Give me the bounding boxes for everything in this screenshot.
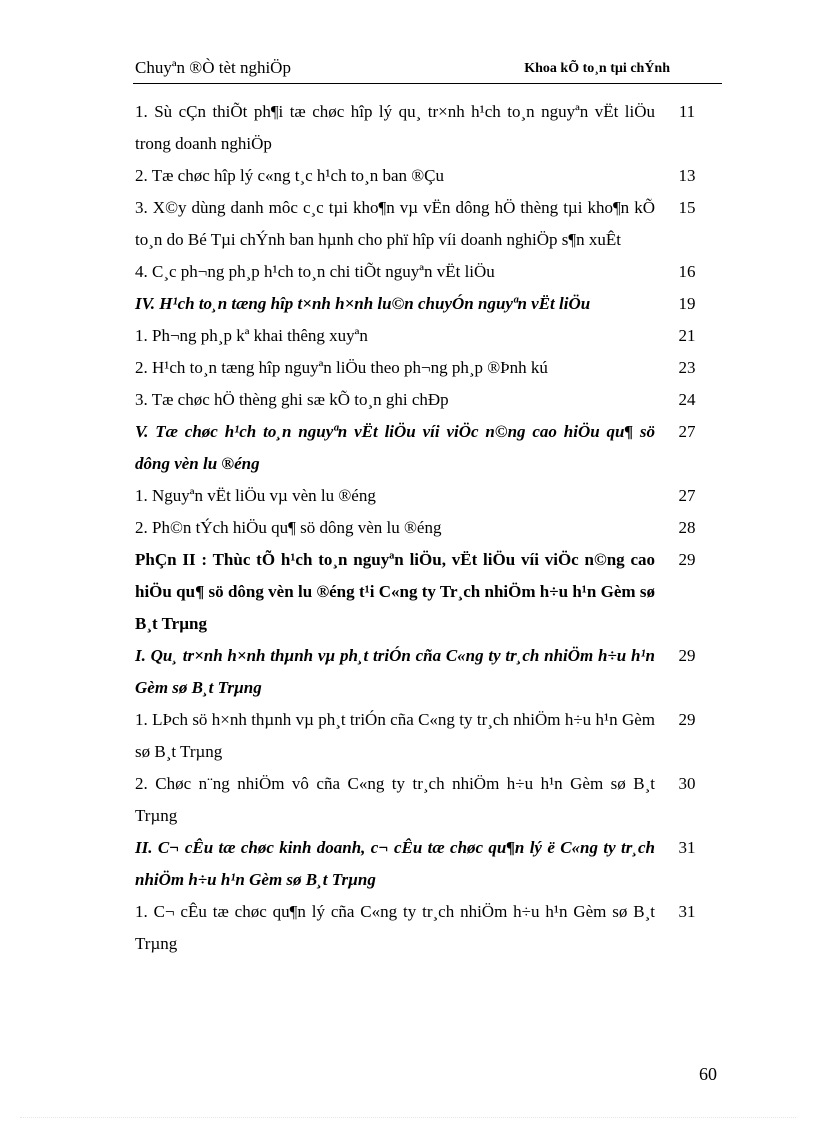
toc-entry-title: I. Qu¸ tr×nh h×nh thµnh vµ ph¸t triÓn cña C«ng ty tr¸ch nhiÖm h÷u h¹n Gèm sø B¸t Trµng (135, 646, 655, 697)
page-bottom-border (20, 1117, 796, 1118)
toc-entry (135, 640, 710, 704)
toc-entry (135, 416, 710, 480)
toc-entry-page: 29 (678, 646, 696, 665)
toc-entry-page: 30 (678, 774, 696, 793)
toc-entry-page: 31 (678, 838, 696, 857)
toc-entry-title: 2. Tæ chøc hîp lý c«ng t¸c h¹ch to¸n ban ®Çu (135, 166, 445, 185)
table-of-contents (135, 96, 710, 960)
toc-entry (135, 352, 710, 384)
toc-entry-page: 13 (678, 166, 696, 185)
toc-entry-title: 4. C¸c ph¬ng ph¸p h¹ch to¸n chi tiÕt nguyªn vËt liÖu (135, 262, 495, 281)
toc-entry (135, 896, 710, 960)
toc-entry-title: V. Tæ chøc h¹ch to¸n nguyªn vËt liÖu víi viÖc n©ng cao hiÖu qu¶ sö dông vèn lu ®éng (135, 422, 655, 473)
toc-entry-title: PhÇn II : Thùc tÕ h¹ch to¸n nguyªn liÖu, vËt liÖu víi viÖc n©ng cao hiÖu qu¶ sö dông vèn lu ®éng t¹i C«ng ty Tr¸ch nhiÖm h÷u h¹n Gèm sø B¸t Trµng (135, 550, 655, 633)
toc-entry (135, 320, 710, 352)
toc-entry-page: 23 (678, 358, 696, 377)
toc-entry (135, 832, 710, 896)
header-rule (133, 83, 722, 84)
toc-entry-page: 11 (678, 102, 696, 121)
toc-entry-title: 1. Sù cÇn thiÕt ph¶i tæ chøc hîp lý qu¸ tr×nh h¹ch to¸n nguyªn vËt liÖu trong doanh nghiÖp (135, 102, 655, 153)
toc-entry-title: II. C¬ cÊu tæ chøc kinh doanh, c¬ cÊu tæ chøc qu¶n lý ë C«ng ty tr¸ch nhiÖm h÷u h¹n Gèm sø B¸t Trµng (135, 838, 655, 889)
toc-entry (135, 704, 710, 768)
toc-entry (135, 192, 710, 256)
toc-entry-page: 29 (678, 710, 696, 729)
header-department: Khoa kÕ to¸n tµi chÝnh (524, 61, 670, 76)
toc-entry-page: 24 (678, 390, 696, 409)
toc-entry-title: 1. LÞch sö h×nh thµnh vµ ph¸t triÓn cña C«ng ty tr¸ch nhiÖm h÷u h¹n Gèm sø B¸t Trµng (135, 710, 655, 761)
toc-entry-page: 31 (678, 902, 696, 921)
toc-entry (135, 256, 710, 288)
toc-entry-title: IV. H¹ch to¸n tæng hîp t×nh h×nh lu©n chuyÓn nguyªn vËt liÖu (135, 294, 591, 313)
toc-entry-page: 28 (678, 518, 696, 537)
toc-entry-page: 27 (678, 422, 696, 441)
toc-entry (135, 384, 710, 416)
toc-entry-title: 3. Tæ chøc hÖ thèng ghi sæ kÕ to¸n ghi chÐp (135, 390, 449, 409)
toc-entry (135, 96, 710, 160)
toc-entry-page: 21 (678, 326, 696, 345)
page-number: 60 (699, 1064, 717, 1084)
toc-entry-title: 3. X©y dùng danh môc c¸c tµi kho¶n vµ vËn dông hÖ thèng tµi kho¶n kÕ to¸n do Bé Tµi chÝnh ban hµnh cho phï hîp víi doanh nghiÖp s¶n xuÊt (135, 198, 655, 249)
toc-entry-title: 1. C¬ cÊu tæ chøc qu¶n lý cña C«ng ty tr¸ch nhiÖm h÷u h¹n Gèm sø B¸t Trµng (135, 902, 655, 953)
toc-entry-title: 1. Ph¬ng ph¸p kª khai thêng xuyªn (135, 326, 368, 345)
toc-entry-page: 15 (678, 198, 696, 217)
toc-entry (135, 768, 710, 832)
toc-entry (135, 544, 710, 640)
header-title: Chuyªn ®Ò tèt nghiÖp (135, 58, 291, 77)
toc-entry (135, 288, 710, 320)
toc-entry-page: 29 (678, 550, 696, 569)
toc-entry-title: 2. Chøc n¨ng nhiÖm vô cña C«ng ty tr¸ch nhiÖm h÷u h¹n Gèm sø B¸t Trµng (135, 774, 655, 825)
toc-entry-title: 1. Nguyªn vËt liÖu vµ vèn lu ®éng (135, 486, 376, 505)
toc-entry-title: 2. Ph©n tÝch hiÖu qu¶ sö dông vèn lu ®éng (135, 518, 442, 537)
toc-entry-page: 27 (678, 486, 696, 505)
toc-entry (135, 512, 710, 544)
toc-entry-title: 2. H¹ch to¸n tæng hîp nguyªn liÖu theo ph¬ng ph¸p ®Þnh kú (135, 358, 548, 377)
toc-entry (135, 480, 710, 512)
toc-entry-page: 16 (678, 262, 696, 281)
page-header (135, 54, 722, 84)
toc-entry (135, 160, 710, 192)
toc-entry-page: 19 (678, 294, 696, 313)
